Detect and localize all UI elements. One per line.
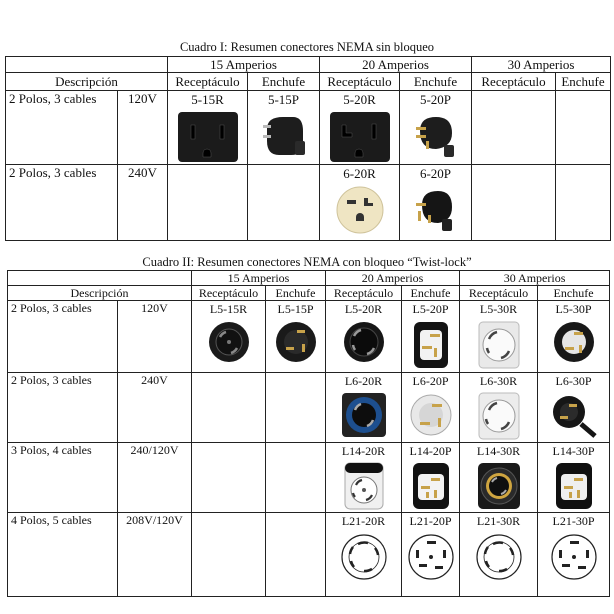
receptacle-l5-20r-image: [341, 320, 387, 364]
connector-code: L14-20R: [341, 444, 386, 458]
connector-cell: [326, 373, 402, 443]
table1-subheader: Receptáculo: [472, 73, 556, 91]
table2-group-15a: 15 Amperios: [192, 271, 326, 286]
connector-code: 6-20P: [419, 166, 452, 181]
table2-header-blank: [8, 271, 192, 286]
connector-cell: [192, 443, 266, 513]
plug-l5-30p-image: [551, 320, 597, 364]
receptacle-l21-30r-diagram: [473, 532, 525, 582]
connector-cell: [266, 443, 326, 513]
table1-description-header: Descripción: [6, 73, 168, 91]
table-row: [8, 373, 610, 443]
table2-caption: Cuadro II: Resumen conectores NEMA con bloqueo “Twist-lock”: [142, 255, 472, 269]
connector-cell: [192, 373, 266, 443]
plug-l21-30p-diagram: [548, 532, 600, 582]
connector-code: 6-20R: [343, 166, 376, 181]
table1-caption: Cuadro I: Resumen conectores NEMA sin bloqueo: [179, 40, 435, 54]
plug-l14-30p-image: [552, 462, 596, 510]
table-row: [8, 443, 610, 513]
table2-group-20a: 20 Amperios: [326, 271, 460, 286]
connector-code: L21-20P: [409, 514, 452, 528]
row-description: 2 Polos, 3 cables: [6, 165, 118, 241]
connector-code: L14-20P: [409, 444, 452, 458]
table1-group-15a: 15 Amperios: [168, 57, 320, 73]
table1-nema-non-locking: [5, 56, 611, 241]
receptacle-l6-20r-image: [340, 392, 388, 438]
plug-l14-20p-image: [409, 462, 453, 510]
connector-cell: [192, 301, 266, 373]
connector-cell: [400, 91, 472, 165]
table2-subheader: Receptáculo: [460, 286, 538, 301]
connector-code: L14-30P: [552, 444, 595, 458]
connector-cell: [248, 165, 320, 241]
connector-cell: [538, 443, 610, 513]
connector-code: L5-15R: [209, 302, 248, 316]
table2-group-30a: 30 Amperios: [460, 271, 610, 286]
table1-group-20a: 20 Amperios: [320, 57, 472, 73]
connector-cell: [538, 373, 610, 443]
plug-6-20p-image: [412, 185, 460, 233]
connector-code: L21-20R: [341, 514, 386, 528]
connector-code: L6-30R: [479, 374, 518, 388]
receptacle-5-20r-image: [329, 111, 391, 163]
connector-cell: [460, 443, 538, 513]
row-voltage: 240V: [118, 165, 168, 241]
plug-l6-30p-image: [549, 392, 599, 438]
connector-code: L14-30R: [476, 444, 521, 458]
row-voltage: 240V: [118, 373, 192, 443]
receptacle-5-15r-image: [177, 111, 239, 163]
row-description: 4 Polos, 5 cables: [8, 513, 118, 597]
connector-cell: [472, 91, 556, 165]
connector-cell: [460, 301, 538, 373]
connector-cell: [168, 165, 248, 241]
receptacle-l14-20r-image: [340, 462, 388, 510]
connector-cell: [402, 443, 460, 513]
connector-cell: [402, 301, 460, 373]
connector-cell: [472, 165, 556, 241]
connector-cell: [248, 91, 320, 165]
connector-cell: [266, 513, 326, 597]
connector-cell: [400, 165, 472, 241]
connector-cell: [402, 513, 460, 597]
connector-cell: [168, 91, 248, 165]
plug-l6-20p-image: [408, 392, 454, 438]
connector-code: L6-30P: [555, 374, 592, 388]
connector-code: 5-20P: [419, 92, 452, 107]
connector-code: 5-15R: [191, 92, 224, 107]
plug-5-20p-image: [412, 111, 460, 159]
row-description: 3 Polos, 4 cables: [8, 443, 118, 513]
table1-group-30a: 30 Amperios: [472, 57, 611, 73]
connector-code: L6-20R: [344, 374, 383, 388]
table1-subheader: Enchufe: [400, 73, 472, 91]
connector-cell: [326, 443, 402, 513]
connector-cell: [556, 91, 611, 165]
table-row: [8, 513, 610, 597]
plug-5-15p-image: [261, 111, 307, 159]
connector-code: L5-20R: [344, 302, 383, 316]
connector-code: 5-20R: [343, 92, 376, 107]
connector-code: L5-30P: [555, 302, 592, 316]
plug-l5-15p-image: [273, 320, 319, 364]
table1-header-blank: [6, 57, 168, 73]
table2-subheader: Enchufe: [538, 286, 610, 301]
connector-cell: [326, 513, 402, 597]
connector-cell: [556, 165, 611, 241]
connector-code: L21-30R: [476, 514, 521, 528]
connector-cell: [460, 513, 538, 597]
connector-cell: [192, 513, 266, 597]
row-voltage: 208V/120V: [118, 513, 192, 597]
connector-code: L5-15P: [277, 302, 314, 316]
receptacle-l6-30r-image: [475, 392, 523, 440]
row-description: 2 Polos, 3 cables: [8, 301, 118, 373]
receptacle-l5-30r-image: [475, 320, 523, 370]
connector-code: L5-30R: [479, 302, 518, 316]
table1-subheader: Enchufe: [556, 73, 611, 91]
table-row: [6, 91, 611, 165]
receptacle-l14-30r-image: [475, 462, 523, 510]
table2-subheader: Enchufe: [266, 286, 326, 301]
table2-subheader: Receptáculo: [326, 286, 402, 301]
receptacle-l5-15r-image: [206, 320, 252, 364]
connector-cell: [320, 91, 400, 165]
row-description: 2 Polos, 3 cables: [8, 373, 118, 443]
table-row: [6, 165, 611, 241]
table2-description-header: Descripción: [8, 286, 192, 301]
plug-l21-20p-diagram: [405, 532, 457, 582]
connector-cell: [402, 373, 460, 443]
connector-code: L21-30P: [552, 514, 595, 528]
receptacle-l21-20r-diagram: [338, 532, 390, 582]
connector-cell: [266, 301, 326, 373]
connector-cell: [460, 373, 538, 443]
connector-cell: [326, 301, 402, 373]
table1-subheader: Enchufe: [248, 73, 320, 91]
row-description: 2 Polos, 3 cables: [6, 91, 118, 165]
connector-cell: [538, 301, 610, 373]
table2-subheader: Enchufe: [402, 286, 460, 301]
table2-nema-twist-lock: [7, 270, 610, 597]
row-voltage: 240/120V: [118, 443, 192, 513]
connector-code: L6-20P: [412, 374, 449, 388]
table1-subheader: Receptáculo: [168, 73, 248, 91]
table-row: [8, 301, 610, 373]
connector-cell: [266, 373, 326, 443]
connector-cell: [320, 165, 400, 241]
receptacle-6-20r-image: [333, 185, 387, 235]
row-voltage: 120V: [118, 301, 192, 373]
plug-l5-20p-image: [408, 320, 454, 370]
table2-subheader: Receptáculo: [192, 286, 266, 301]
row-voltage: 120V: [118, 91, 168, 165]
table1-subheader: Receptáculo: [320, 73, 400, 91]
connector-code: L5-20P: [412, 302, 449, 316]
connector-code: 5-15P: [267, 92, 300, 107]
connector-cell: [538, 513, 610, 597]
